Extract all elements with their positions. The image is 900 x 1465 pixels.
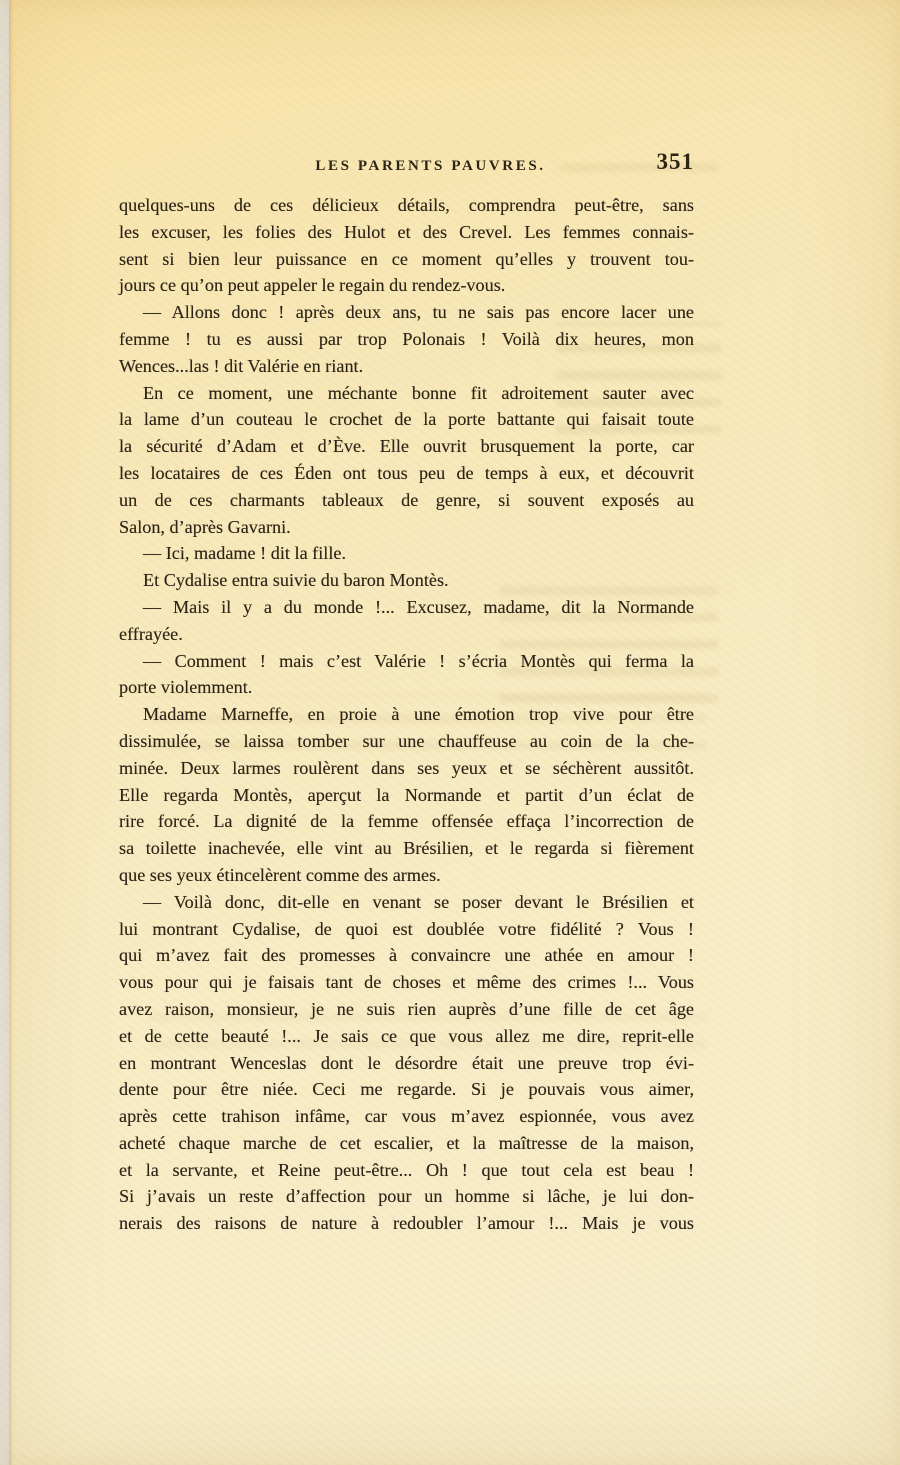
- text-line: porte violemment.: [119, 677, 253, 698]
- text-line: lui montrant Cydalise, de quoi est doublée votre fidélité ? Vous !: [119, 918, 694, 939]
- text-line: la lame d’un couteau le crochet de la porte battante qui faisait toute: [119, 409, 694, 430]
- page-number: 351: [656, 149, 694, 174]
- page-body: [119, 192, 694, 1237]
- paragraph: [119, 594, 694, 648]
- paragraph: [119, 648, 694, 702]
- paragraph: [119, 889, 694, 1237]
- text-line: Et Cydalise entra suivie du baron Montès.: [143, 570, 449, 591]
- text-line: Si j’avais un reste d’affection pour un homme si lâche, je lui don-: [119, 1186, 694, 1207]
- text-line: les locataires de ces Éden ont tous peu de temps à eux, et découvrit: [119, 462, 694, 483]
- text-line: Madame Marneffe, en proie à une émotion trop vive pour être: [143, 704, 694, 725]
- text-line: — Ici, madame ! dit la fille.: [143, 543, 347, 564]
- paragraph: [119, 192, 694, 299]
- text-line: effrayée.: [119, 623, 183, 644]
- text-line: quelques-uns de ces délicieux détails, comprendra peut-être, sans: [119, 195, 694, 215]
- text-line: acheté chaque marche de cet escalier, et la maîtresse de la maison,: [119, 1132, 694, 1153]
- text-line: En ce moment, une méchante bonne fit adroitement sauter avec: [143, 382, 694, 403]
- paragraph: [119, 567, 694, 594]
- text-line: rire forcé. La dignité de la femme offensée effaça l’incorrection de: [119, 811, 694, 832]
- text-line: qui m’avez fait des promesses à convaincre une athée en amour !: [119, 945, 694, 966]
- paragraph: [119, 380, 694, 541]
- text-line: jours ce qu’on peut appeler le regain du rendez-vous.: [119, 275, 506, 296]
- text-line: Elle regarda Montès, aperçut la Normande et partit d’un éclat de: [119, 784, 694, 805]
- text-line: — Mais il y a du monde !... Excusez, madame, dit la Normande: [143, 596, 694, 617]
- text-line: sent si bien leur puissance en ce moment qu’elles y trouvent tou-: [119, 248, 694, 269]
- text-line: Salon, d’après Gavarni.: [119, 516, 291, 537]
- text-line: un de ces charmants tableaux de genre, si souvent exposés au: [119, 489, 694, 510]
- scanner-edge-strip: [0, 0, 9, 1465]
- text-line: sa toilette inachevée, elle vint au Brésilien, et le regarda si fièrement: [119, 838, 694, 859]
- text-line: femme ! tu es aussi par trop Polonais ! Voilà dix heures, mon: [119, 328, 694, 349]
- text-line: dente pour être niée. Ceci me regarde. Si je pouvais vous aimer,: [119, 1079, 694, 1100]
- text-line: et de cette beauté !... Je sais ce que vous allez me dire, reprit-elle: [119, 1025, 694, 1046]
- running-header-title: LES PARENTS PAUVRES.: [315, 158, 546, 174]
- text-line: minée. Deux larmes roulèrent dans ses yeux et se séchèrent aussitôt.: [119, 757, 694, 778]
- running-header: [119, 149, 694, 192]
- text-line: que ses yeux étincelèrent comme des armes.: [119, 864, 441, 885]
- paper-edge-shadow: [9, 0, 13, 1465]
- text-line: avez raison, monsieur, je ne suis rien auprès d’une fille de cet âge: [119, 998, 694, 1019]
- text-line: vous pour qui je faisais tant de choses et même des crimes !... Vous: [119, 972, 694, 993]
- paragraph: [119, 299, 694, 379]
- paragraph: [119, 540, 694, 567]
- text-line: dissimulée, se laissa tomber sur une chauffeuse au coin de la che-: [119, 730, 694, 751]
- text-line: après cette trahison infâme, car vous m’avez espionnée, vous avez: [119, 1106, 694, 1127]
- text-line: — Comment ! mais c’est Valérie ! s’écria Montès qui ferma la: [143, 650, 694, 671]
- text-line: Wences...las ! dit Valérie en riant.: [119, 355, 364, 376]
- text-line: en montrant Wenceslas dont le désordre était une preuve trop évi-: [119, 1052, 694, 1073]
- text-line: — Voilà donc, dit-elle en venant se poser devant le Brésilien et: [143, 891, 694, 912]
- text-column: [119, 149, 694, 1237]
- text-line: les excuser, les folies des Hulot et des Crevel. Les femmes connais-: [119, 221, 694, 242]
- text-line: — Allons donc ! après deux ans, tu ne sais pas encore lacer une: [143, 302, 694, 323]
- text-line: nerais des raisons de nature à redoubler l’amour !... Mais je vous: [119, 1213, 694, 1234]
- text-line: et la servante, et Reine peut-être... Oh ! que tout cela est beau !: [119, 1159, 694, 1180]
- text-line: la sécurité d’Adam et d’Ève. Elle ouvrit brusquement la porte, car: [119, 436, 694, 457]
- paragraph: [119, 701, 694, 889]
